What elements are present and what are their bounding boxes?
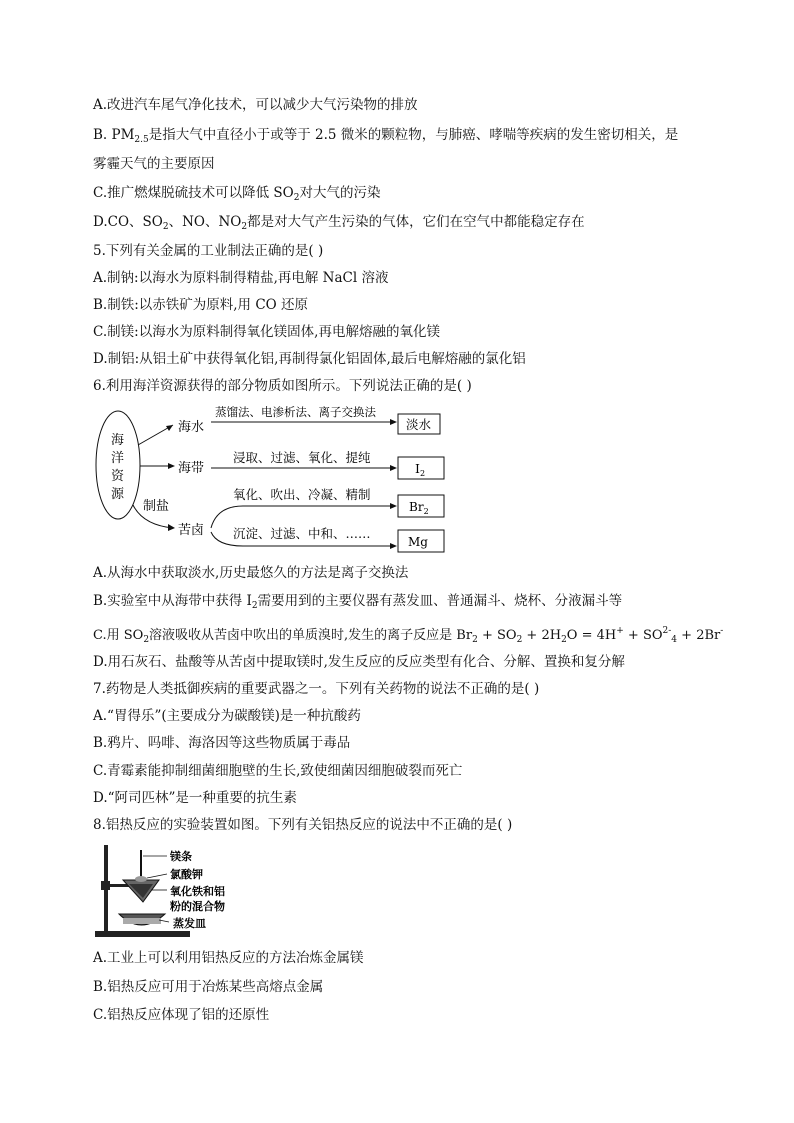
label-mixture-1: 氧化铁和铝	[170, 885, 225, 898]
label-potassium-chlorate: 氯酸钾	[170, 868, 203, 881]
q8-option-a: A.工业上可以利用铝热反应的方法冶炼金属镁	[93, 950, 364, 966]
q5-option-d: D.制铝:从铝土矿中获得氧化铝,再制得氯化铝固体,最后电解熔融的氯化铝	[93, 351, 526, 367]
seawater-label: 海水	[178, 420, 205, 435]
process-4: 沉淀、过滤、中和、……	[233, 526, 371, 541]
product-bromine: $Br_2$	[409, 500, 429, 516]
q6-stem: 6.利用海洋资源获得的部分物质如图所示。下列说法正确的是( )	[93, 378, 472, 394]
q7-option-c: C.青霉素能抑制细菌细胞壁的生长,致使细菌因细胞破裂而死亡	[93, 763, 463, 779]
source-char-3: 资	[111, 469, 125, 484]
q7-stem: 7.药物是人类抵御疾病的重要武器之一。下列有关药物的说法不正确的是( )	[93, 681, 540, 697]
label-dish: 蒸发皿	[173, 917, 206, 930]
product-magnesium: Mg	[408, 535, 428, 549]
brine-branch-up	[211, 506, 393, 528]
product-fresh-water: 淡水	[406, 417, 432, 432]
q6-option-d: D.用石灰石、盐酸等从苦卤中提取镁时,发生反应的反应类型有化合、分解、置换和复分解	[93, 654, 625, 670]
q8-option-c: C.铝热反应体现了铝的还原性	[93, 1007, 270, 1023]
brine-label: 苦卤	[178, 523, 205, 538]
q7-option-a: A.“胃得乐”(主要成分为碳酸镁)是一种抗酸药	[93, 708, 361, 724]
q6-option-a: A.从海水中获取淡水,历史最悠久的方法是离子交换法	[93, 565, 409, 581]
arrowhead-process-4	[390, 543, 397, 549]
q4-option-b-cont: 雾霾天气的主要原因	[93, 156, 215, 172]
arrowhead-process-1	[390, 419, 397, 425]
clamp	[101, 881, 110, 890]
q6-option-c: C.用 $SO_2$溶液吸收从苦卤中吹出的单质溴时,发生的离子反应是 $Br_2 + SO_2 + 2H_2O = 4H^+ + SO^{2-}_4 + 2Br^-$	[93, 626, 724, 645]
arrowhead-process-2	[390, 465, 397, 471]
kelp-label: 海带	[178, 461, 205, 476]
salt-label: 制盐	[143, 499, 170, 514]
q5-option-c: C.制镁:以海水为原料制得氧化镁固体,再电解熔融的氧化镁	[93, 324, 440, 340]
arrowhead-brine	[168, 524, 175, 531]
leader-2	[147, 874, 167, 878]
sand	[123, 918, 161, 924]
q6-option-b: B.实验室中从海带中获得 $I_2$需要用到的主要仪器有蒸发皿、普通漏斗、烧杯、分液漏斗等	[93, 593, 623, 611]
process-2: 浸取、过滤、氧化、提纯	[233, 450, 371, 465]
source-char-4: 源	[111, 487, 125, 502]
thermite-apparatus-diagram	[93, 840, 243, 940]
q4-option-d: D.CO、$SO_2$、NO、$NO_2$都是对大气产生污染的气体，它们在空气中都能稳定存在	[93, 214, 585, 232]
marine-resources-diagram	[93, 400, 463, 558]
stand-base	[95, 931, 190, 937]
q5-stem: 5.下列有关金属的工业制法正确的是( )	[93, 243, 324, 259]
label-magnesium: 镁条	[170, 850, 192, 863]
product-iodine: $I_2$	[415, 461, 426, 478]
q7-option-b: B.鸦片、吗啡、海洛因等这些物质属于毒品	[93, 735, 351, 751]
source-char-2: 洋	[111, 451, 125, 466]
q8-stem: 8.铝热反应的实验装置如图。下列有关铝热反应的说法中不正确的是( )	[93, 817, 513, 833]
process-3: 氧化、吹出、冷凝、精制	[233, 487, 371, 502]
process-1: 蒸馏法、电渗析法、离子交换法	[215, 405, 376, 419]
potassium-chlorate	[135, 876, 147, 882]
arrowhead-process-3	[390, 503, 397, 509]
source-char-1: 海	[111, 433, 125, 448]
q4-option-a: A.改进汽车尾气净化技术，可以减少大气污染物的排放	[93, 97, 418, 113]
q4-option-b: B. $PM_{2.5}$是指大气中直径小于或等于 2.5 微米的颗粒物，与肺癌、哮喘等疾病的发生密切相关，是	[93, 127, 679, 145]
arrowhead-kelp	[168, 463, 175, 469]
q7-option-d: D.“阿司匹林”是一种重要的抗生素	[93, 790, 297, 806]
q8-option-b: B.铝热反应可用于冶炼某些高熔点金属	[93, 979, 324, 995]
q4-option-c: C.推广燃煤脱硫技术可以降低 $SO_2$对大气的污染	[93, 185, 381, 203]
q5-option-b: B.制铁:以赤铁矿为原料,用 CO 还原	[93, 297, 309, 313]
q5-option-a: A.制钠:以海水为原料制得精盐,再电解 NaCl 溶液	[93, 270, 389, 286]
label-mixture-2: 粉的混合物	[170, 900, 225, 913]
